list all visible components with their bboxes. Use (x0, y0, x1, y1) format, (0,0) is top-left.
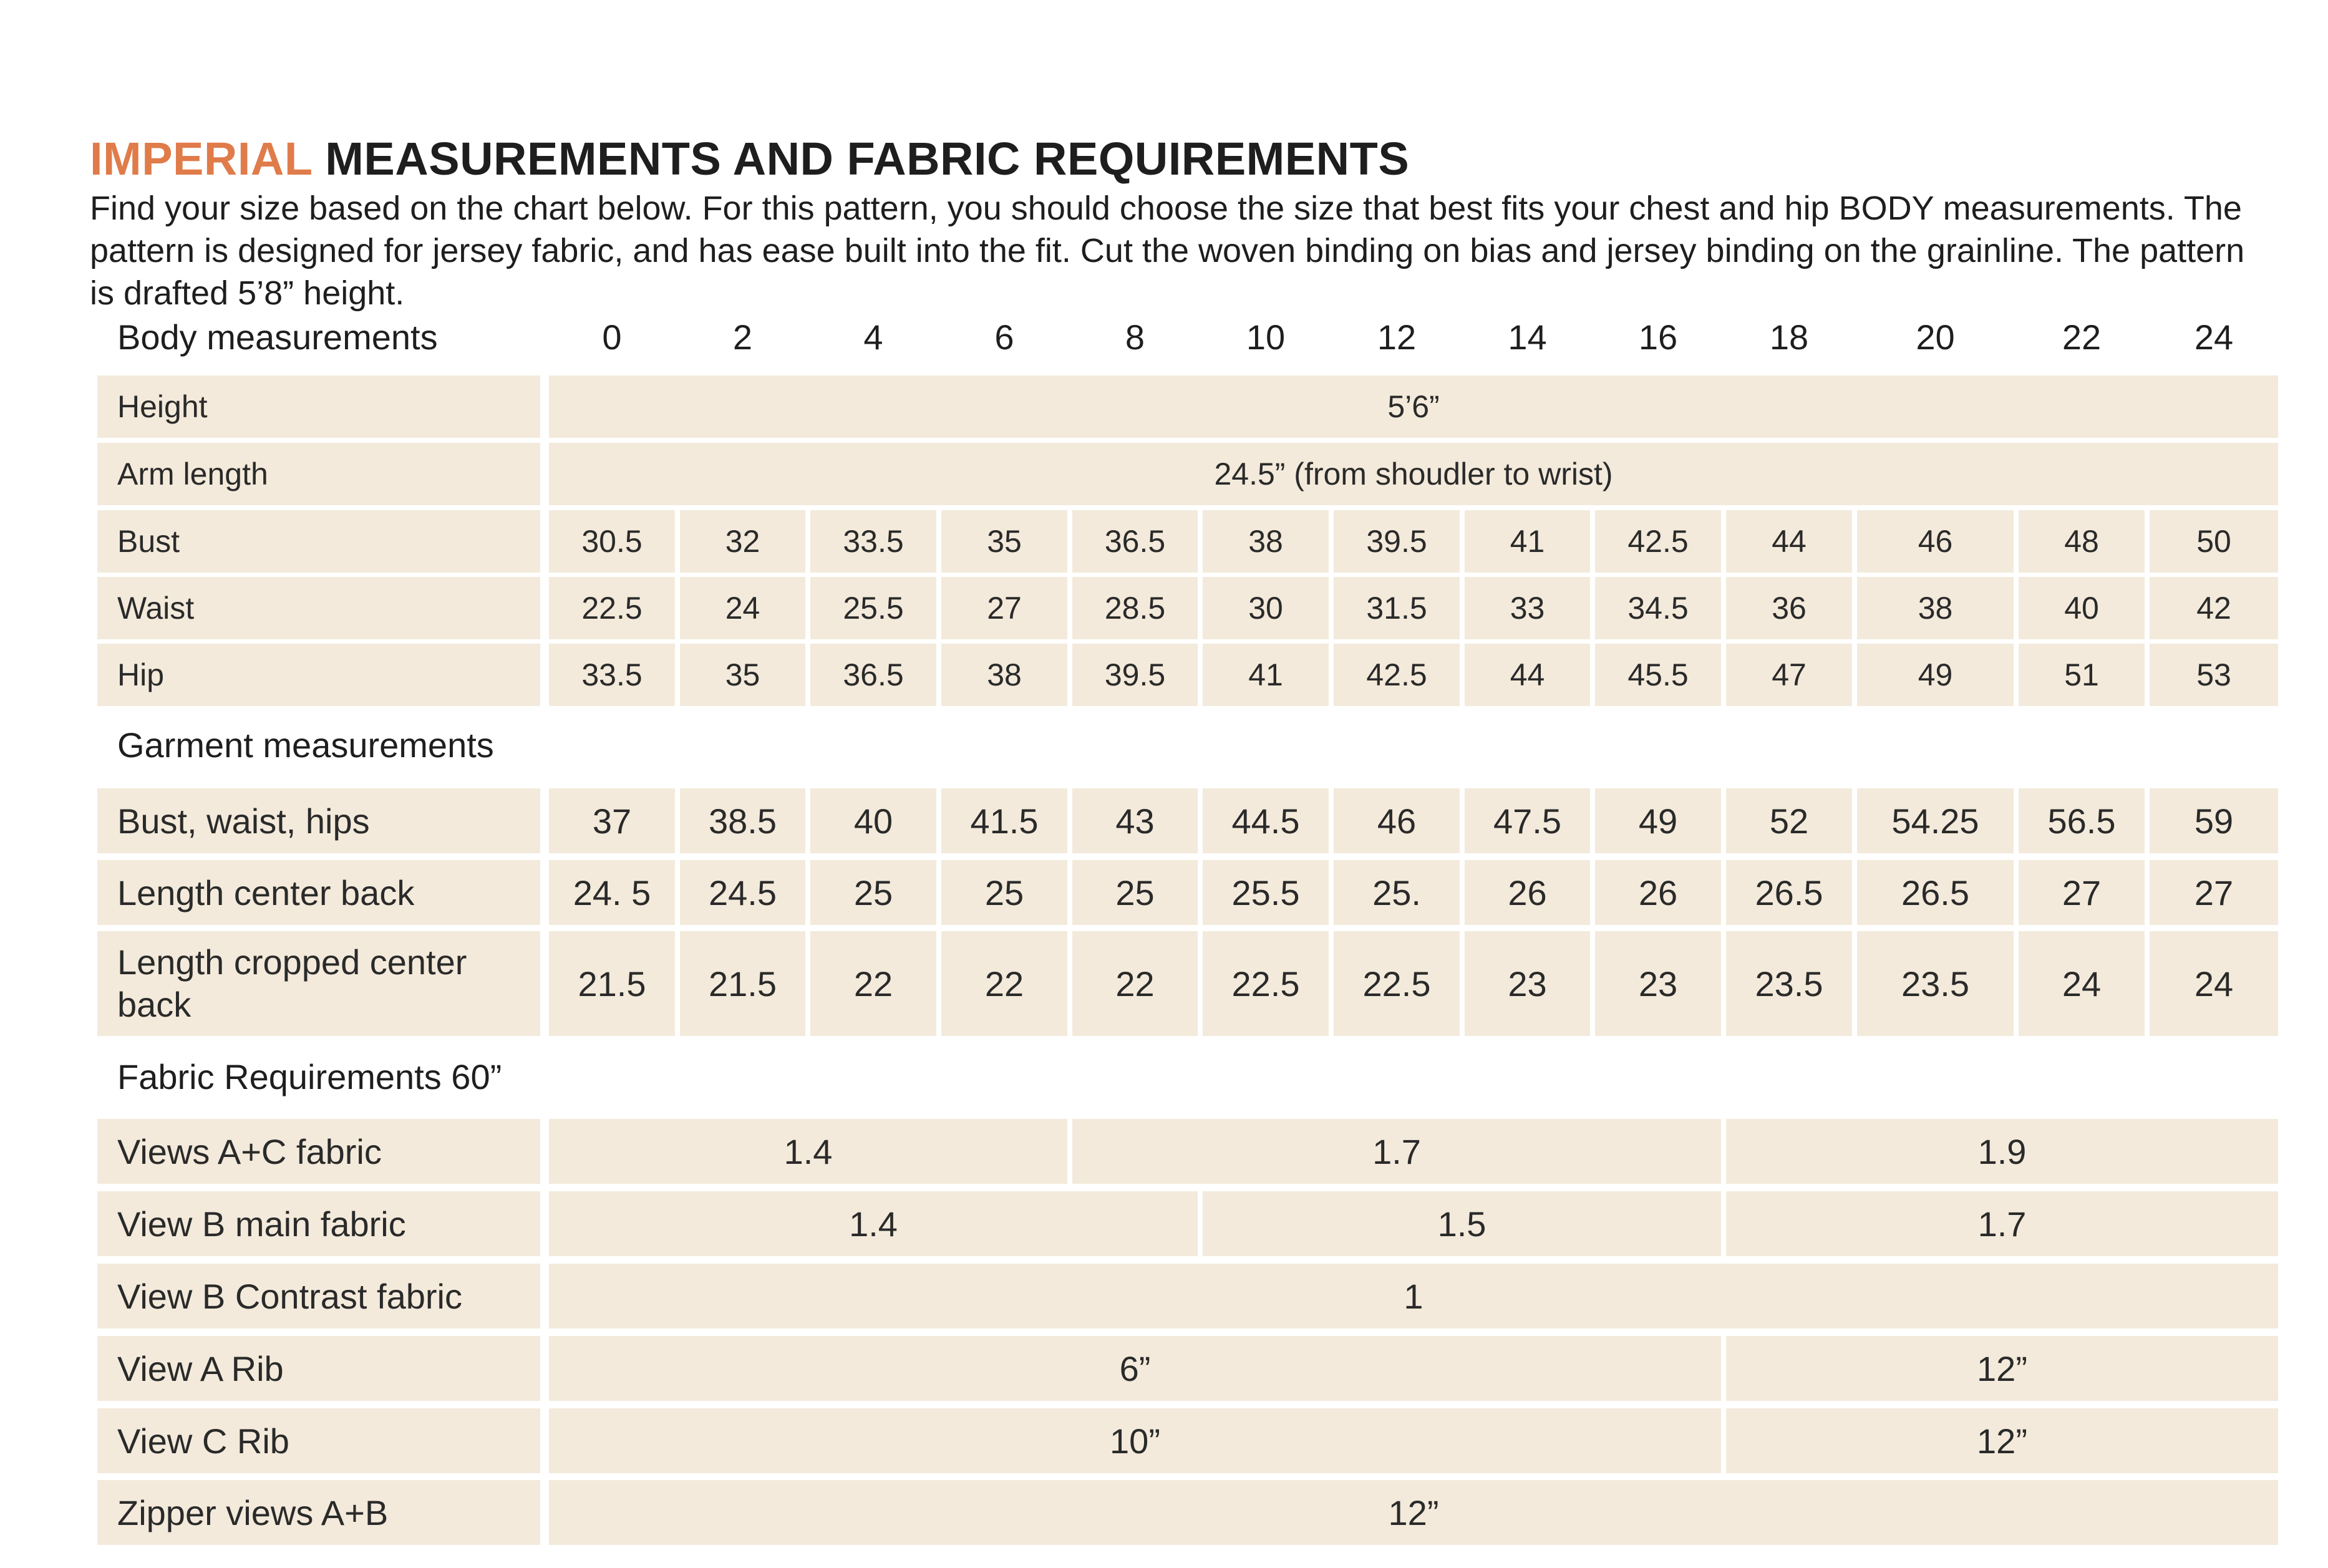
garment-cell: 21.5 (549, 931, 675, 1036)
fabric-row-label: View A Rib (97, 1336, 540, 1401)
body-row-label: Bust (97, 510, 540, 573)
size-header-14: 14 (1508, 317, 1547, 357)
garment-cell: 49 (1595, 788, 1721, 853)
size-header-22: 22 (2062, 317, 2102, 357)
body-cell: 28.5 (1072, 577, 1198, 639)
garment-cell: 43 (1072, 788, 1198, 853)
garment-measurements-header: Garment measurements (117, 725, 494, 765)
garment-row-label: Bust, waist, hips (97, 788, 540, 853)
garment-cell: 22.5 (1334, 931, 1460, 1036)
body-span-value: 24.5” (from shoudler to wrist) (549, 443, 2278, 505)
garment-cell: 52 (1726, 788, 1852, 853)
fabric-cell: 12” (549, 1480, 2278, 1545)
garment-row-label: Length cropped center back (97, 931, 540, 1036)
body-cell: 41 (1203, 644, 1329, 706)
garment-cell: 44.5 (1203, 788, 1329, 853)
body-cell: 44 (1465, 644, 1590, 706)
body-row-label: Arm length (97, 443, 540, 505)
body-cell: 42.5 (1595, 510, 1721, 573)
garment-cell: 27 (2019, 860, 2145, 925)
fabric-requirements-header: Fabric Requirements 60” (117, 1057, 502, 1096)
garment-cell: 38.5 (680, 788, 805, 853)
garment-cell: 37 (549, 788, 675, 853)
size-header-4: 4 (863, 317, 883, 357)
garment-cell: 23 (1595, 931, 1721, 1036)
body-cell: 30.5 (549, 510, 675, 573)
body-cell: 31.5 (1334, 577, 1460, 639)
body-cell: 27 (941, 577, 1067, 639)
garment-cell: 22 (1072, 931, 1198, 1036)
body-row-label: Hip (97, 644, 540, 706)
fabric-cell: 1.4 (549, 1119, 1067, 1184)
garment-cell: 25 (941, 860, 1067, 925)
garment-cell: 23.5 (1726, 931, 1852, 1036)
garment-cell: 26.5 (1726, 860, 1852, 925)
garment-cell: 24 (2019, 931, 2145, 1036)
fabric-cell: 1.7 (1072, 1119, 1721, 1184)
body-cell: 40 (2019, 577, 2145, 639)
fabric-cell: 12” (1726, 1336, 2278, 1401)
fabric-cell: 6” (549, 1336, 1721, 1401)
fabric-row-label: View C Rib (97, 1408, 540, 1473)
body-cell: 32 (680, 510, 805, 573)
body-cell: 25.5 (810, 577, 936, 639)
body-cell: 42 (2150, 577, 2278, 639)
fabric-row-label: View B Contrast fabric (97, 1264, 540, 1328)
body-cell: 48 (2019, 510, 2145, 573)
garment-cell: 23 (1465, 931, 1590, 1036)
size-header-6: 6 (994, 317, 1014, 357)
fabric-cell: 1.5 (1203, 1191, 1721, 1256)
size-header-16: 16 (1638, 317, 1678, 357)
fabric-cell: 1 (549, 1264, 2278, 1328)
garment-cell: 24.5 (680, 860, 805, 925)
garment-cell: 24. 5 (549, 860, 675, 925)
size-header-8: 8 (1125, 317, 1145, 357)
fabric-row-label: Views A+C fabric (97, 1119, 540, 1184)
body-cell: 33 (1465, 577, 1590, 639)
body-cell: 46 (1857, 510, 2014, 573)
body-cell: 45.5 (1595, 644, 1721, 706)
fabric-row-label: View B main fabric (97, 1191, 540, 1256)
fabric-cell: 1.7 (1726, 1191, 2278, 1256)
body-span-value: 5’6” (549, 375, 2278, 438)
body-cell: 24 (680, 577, 805, 639)
garment-cell: 25 (1072, 860, 1198, 925)
garment-cell: 26 (1595, 860, 1721, 925)
size-header-0: 0 (602, 317, 622, 357)
garment-cell: 22 (810, 931, 936, 1036)
garment-cell: 27 (2150, 860, 2278, 925)
body-cell: 49 (1857, 644, 2014, 706)
body-cell: 44 (1726, 510, 1852, 573)
garment-cell: 23.5 (1857, 931, 2014, 1036)
body-cell: 33.5 (810, 510, 936, 573)
body-cell: 35 (680, 644, 805, 706)
body-cell: 41 (1465, 510, 1590, 573)
body-cell: 47 (1726, 644, 1852, 706)
size-header-12: 12 (1377, 317, 1417, 357)
garment-row-label: Length center back (97, 860, 540, 925)
garment-cell: 46 (1334, 788, 1460, 853)
body-cell: 33.5 (549, 644, 675, 706)
body-cell: 39.5 (1334, 510, 1460, 573)
intro-text: Find your size based on the chart below. For this pattern, you should choose the size that best fits your chest and hip BODY measurements. The pattern is designed for jersey fabric, and has ease built into the fit. Cut the woven binding on bias and jersey binding on the grainline. The pattern is drafted 5’8” height. (90, 190, 2245, 312)
body-cell: 36.5 (1072, 510, 1198, 573)
garment-cell: 25. (1334, 860, 1460, 925)
body-cell: 38 (941, 644, 1067, 706)
body-row-label: Waist (97, 577, 540, 639)
garment-cell: 24 (2150, 931, 2278, 1036)
body-cell: 38 (1857, 577, 2014, 639)
fabric-cell: 10” (549, 1408, 1721, 1473)
garment-cell: 54.25 (1857, 788, 2014, 853)
body-cell: 39.5 (1072, 644, 1198, 706)
body-cell: 34.5 (1595, 577, 1721, 639)
garment-cell: 22 (941, 931, 1067, 1036)
page-title (90, 132, 1409, 185)
body-measurements-header: Body measurements (117, 317, 438, 357)
body-cell: 22.5 (549, 577, 675, 639)
body-cell: 51 (2019, 644, 2145, 706)
fabric-cell: 1.4 (549, 1191, 1198, 1256)
size-header-10: 10 (1246, 317, 1286, 357)
title-accent: IMPERIAL (90, 133, 313, 185)
size-header-18: 18 (1769, 317, 1809, 357)
fabric-row-label: Zipper views A+B (97, 1480, 540, 1545)
size-header-20: 20 (1916, 317, 1955, 357)
garment-cell: 47.5 (1465, 788, 1590, 853)
body-cell: 35 (941, 510, 1067, 573)
body-cell: 50 (2150, 510, 2278, 573)
body-cell: 36.5 (810, 644, 936, 706)
body-cell: 30 (1203, 577, 1329, 639)
garment-cell: 59 (2150, 788, 2278, 853)
size-header-2: 2 (732, 317, 753, 357)
body-cell: 36 (1726, 577, 1852, 639)
garment-cell: 25.5 (1203, 860, 1329, 925)
garment-cell: 40 (810, 788, 936, 853)
garment-cell: 56.5 (2019, 788, 2145, 853)
size-header-24: 24 (2194, 317, 2234, 357)
fabric-cell: 1.9 (1726, 1119, 2278, 1184)
garment-cell: 26.5 (1857, 860, 2014, 925)
garment-cell: 22.5 (1203, 931, 1329, 1036)
body-cell: 53 (2150, 644, 2278, 706)
body-row-label: Height (97, 375, 540, 438)
body-cell: 42.5 (1334, 644, 1460, 706)
garment-cell: 21.5 (680, 931, 805, 1036)
garment-cell: 41.5 (941, 788, 1067, 853)
body-cell: 38 (1203, 510, 1329, 573)
garment-cell: 26 (1465, 860, 1590, 925)
garment-cell: 25 (810, 860, 936, 925)
title-rest: MEASUREMENTS AND FABRIC REQUIREMENTS (312, 133, 1410, 185)
fabric-cell: 12” (1726, 1408, 2278, 1473)
